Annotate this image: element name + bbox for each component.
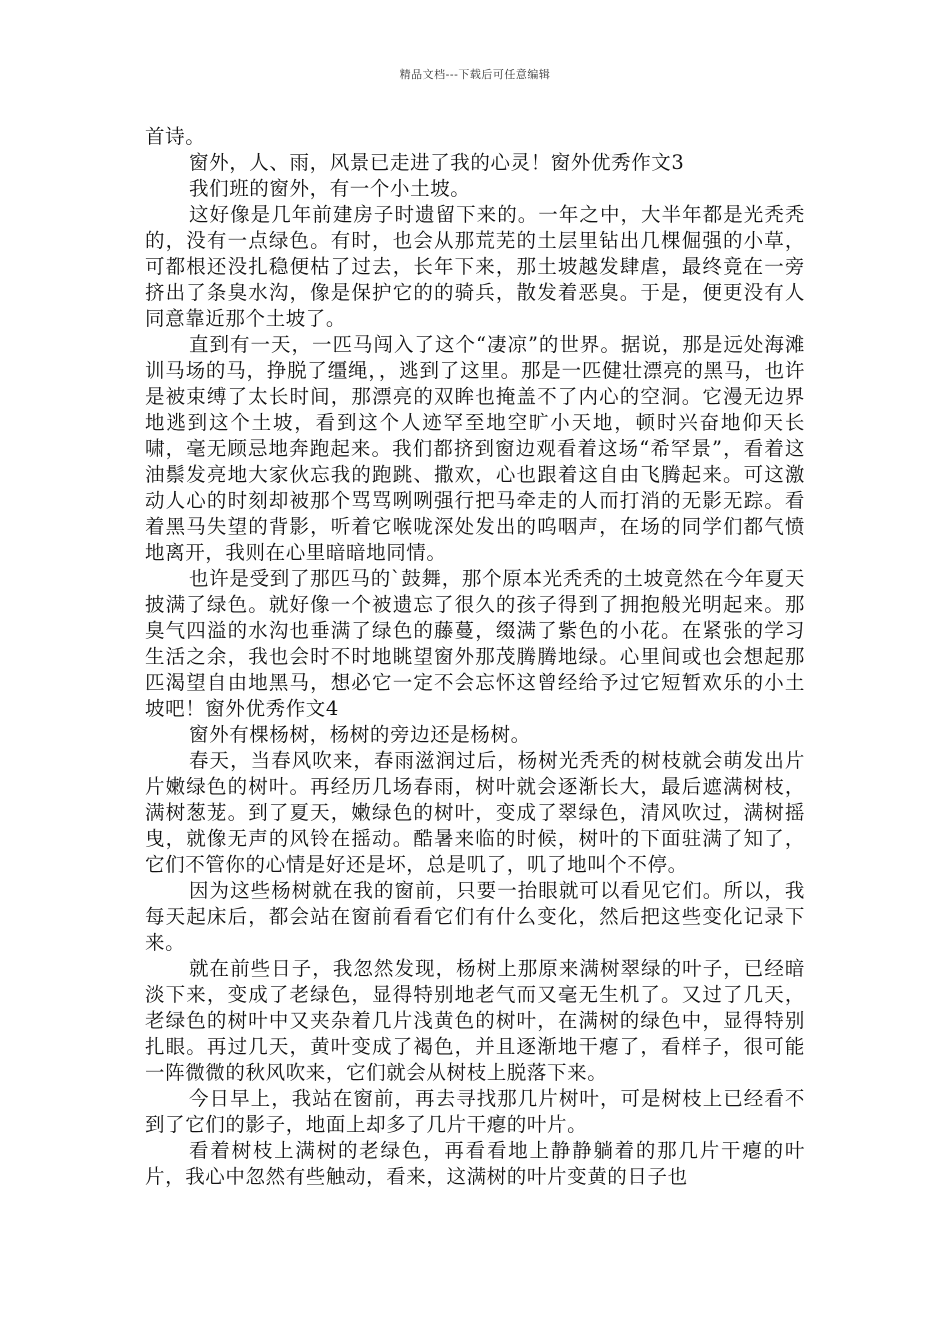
page-header: 精品文档---下载后可任意编辑 — [399, 68, 551, 81]
paragraph: 也许是受到了那匹马的`鼓舞，那个原本光秃秃的土坡竟然在今年夏天披满了绿色。就好像一个被遗忘了很久的孩子得到了拥抱般光明起来。那臭气四溢的水沟也垂满了绿色的藤蔓，缀满了紫色的小花。在紧张的学习生活之余，我也会时不时地眺望窗外那茂腾腾地绿。心里间或也会想起那匹渴望自由地黑马，想必它一定不会忘怀这曾经给予过它短暂欢乐的小土坡吧！窗外优秀作文4 — [145, 567, 805, 720]
paragraph: 就在前些日子，我忽然发现，杨树上那原来满树翠绿的叶子，已经暗淡下来，变成了老绿色，显得特别地老气而又毫无生机了。又过了几天，老绿色的树叶中又夹杂着几片浅黄色的树叶，在满树的绿色中，显得特别扎眼。再过几天，黄叶变成了褐色，并且逐渐地干瘪了，看样子，很可能一阵微微的秋风吹来，它们就会从树枝上脱落下来。 — [145, 957, 805, 1084]
paragraph: 今日早上，我站在窗前，再去寻找那几片树叶，可是树枝上已经看不到了它们的影子，地面上却多了几片干瘪的叶片。 — [145, 1087, 805, 1136]
paragraph: 春天，当春风吹来，春雨滋润过后，杨树光秃秃的树枝就会萌发出片片嫩绿色的树叶。再经历几场春雨，树叶就会逐渐长大，最后遮满树枝，满树葱茏。到了夏天，嫩绿色的树叶，变成了翠绿色，清风吹过，满树摇曳，就像无声的风铃在摇动。酷暑来临的时候，树叶的下面驻满了知了，它们不管你的心情是好还是坏，总是叽了，叽了地叫个不停。 — [145, 749, 805, 876]
paragraph: 窗外，人、雨，风景已走进了我的心灵！窗外优秀作文3 — [189, 151, 685, 174]
paragraph: 因为这些杨树就在我的窗前，只要一抬眼就可以看见它们。所以，我每天起床后，都会站在窗前看看它们有什么变化，然后把这些变化记录下来。 — [145, 879, 805, 954]
paragraph: 看着树枝上满树的老绿色，再看看地上静静躺着的那几片干瘪的叶片，我心中忽然有些触动，看来，这满树的叶片变黄的日子也 — [145, 1139, 805, 1188]
paragraph: 这好像是几年前建房子时遗留下来的。一年之中，大半年都是光秃秃的，没有一点绿色。有时，也会从那荒芜的土层里钻出几棵倔强的小草，可都根还没扎稳便枯了过去，长年下来，那土坡越发肆虐，最终竟在一旁挤出了条臭水沟，像是保护它的的骑兵，散发着恶臭。于是，便更没有人同意靠近那个土坡了。 — [145, 203, 805, 330]
paragraph: 我们班的窗外，有一个小土坡。 — [189, 177, 471, 200]
document-body — [145, 124, 805, 1190]
paragraph: 首诗。 — [145, 125, 206, 148]
paragraph: 窗外有棵杨树，杨树的旁边还是杨树。 — [189, 723, 531, 746]
paragraph: 直到有一天，一匹马闯入了这个“凄凉”的世界。据说，那是远处海滩训马场的马，挣脱了缰绳，，逃到了这里。那是一匹健壮漂亮的黑马，也许是被束缚了太长时间，那漂亮的双眸也掩盖不了内心的空洞。它漫无边界地逃到这个土坡，看到这个人迹罕至地空旷小天地，顿时兴奋地仰天长啸，毫无顾忌地奔跑起来。我们都挤到窗边观看着这场“希罕景”，看着这油鬃发亮地大家伙忘我的跑跳、撒欢，心也跟着这自由飞腾起来。可这激动人心的时刻却被那个骂骂咧咧强行把马牵走的人而打消的无影无踪。看着黑马失望的背影，听着它喉咙深处发出的呜咽声，在场的同学们都气愤地离开，我则在心里暗暗地同情。 — [145, 333, 805, 564]
